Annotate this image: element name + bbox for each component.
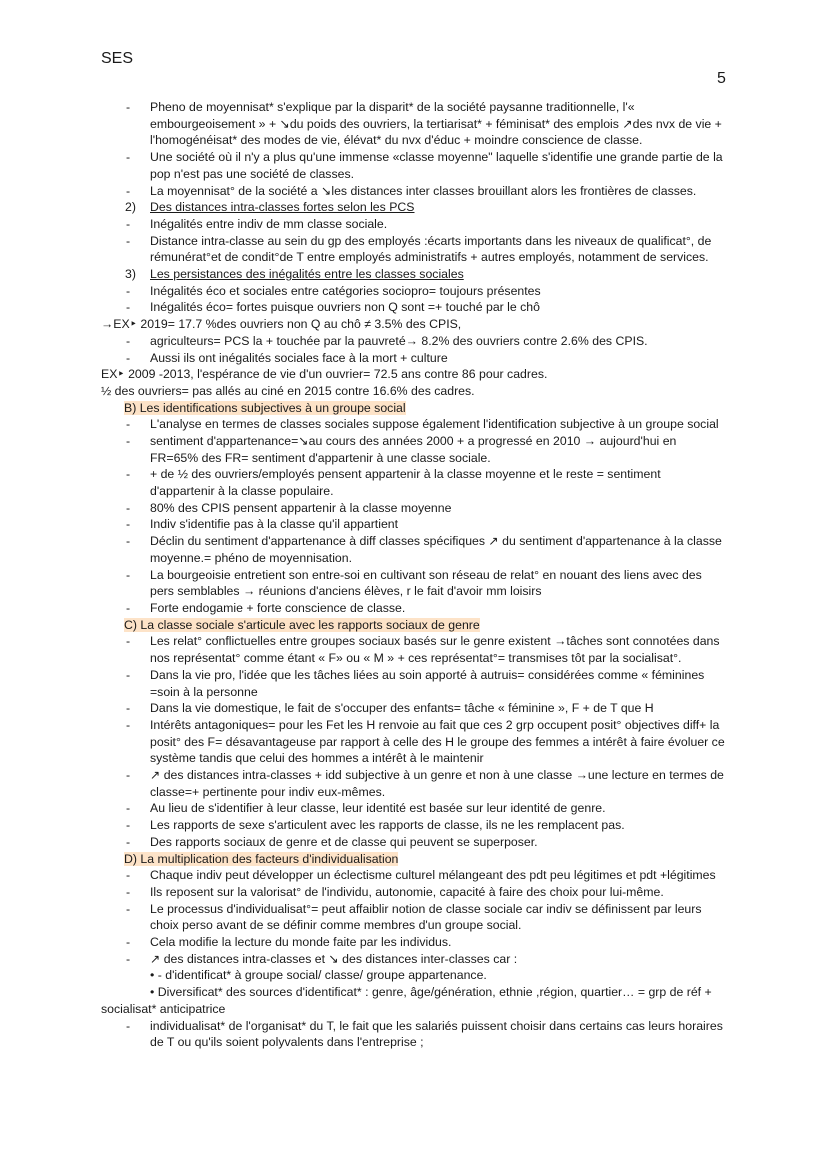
bullet-text: La bourgeoisie entretient son entre-soi en cultivant son réseau de relat° en nouant des liens avec des pers semblables → réunions d'anciens élèves, r le fait d'avoir mm loisirs <box>150 567 702 599</box>
bullet-dash: - <box>126 183 131 198</box>
bullet-dash: - <box>126 150 131 165</box>
bullet-text: Distance intra-classe au sein du gp des employés :écarts importants dans les niveaux de qualificat°, de rémunérat°et de condit°de T entre employés administratifs + autres employés, notamment de services. <box>150 233 712 265</box>
bullet-item <box>0 233 725 266</box>
page-number: 5 <box>717 70 726 87</box>
bullet-text: Chaque indiv peut développer un éclectisme culturel mélangeant des pdt peu légitimes et pdt +légitimes <box>150 868 716 883</box>
bullet-text: Les relat° conflictuelles entre groupes sociaux basés sur le genre existent →tâches sont connotées dans nos représentat° comme étant « F» ou « M » + ces représentat°= transmises tôt par la socialisat°. <box>150 634 720 666</box>
bullet-text: Inégalités entre indiv de mm classe sociale. <box>150 216 388 231</box>
bullet-item <box>0 633 725 666</box>
bullet-text: individualisat* de l'organisat* du T, le fait que les salariés puissent choisir dans certains cas leurs horaires de T ou qu'ils soient polyvalents dans l'entreprise ; <box>150 1018 723 1050</box>
bullet-text: Une société où il n'y a plus qu'une immense «classe moyenne" laquelle s'identifie une grande partie de la pop n'est pas une société de classes. <box>150 150 723 181</box>
paragraph-line: socialisat* anticipatrice <box>101 1001 226 1016</box>
bullet-dash: - <box>126 500 131 515</box>
bullet-dash: - <box>126 350 131 365</box>
bullet-dash: - <box>126 701 131 716</box>
bullet-item <box>0 350 725 367</box>
bullet-item <box>0 867 725 884</box>
bullet-item <box>0 567 725 600</box>
bullet-dash: - <box>126 834 131 849</box>
bullet-item <box>0 466 725 499</box>
bullet-item <box>0 800 725 817</box>
bullet-item <box>0 99 725 149</box>
bullet-dash: - <box>126 333 131 348</box>
bullet-text: Dans la vie pro, l'idée que les tâches liées au soin apporté à autruis= considérées comme « féminines =soin à la personne <box>150 667 705 699</box>
bullet-item <box>0 934 725 951</box>
bullet-dash: - <box>126 901 131 916</box>
heading-text: Les persistances des inégalités entre les classes sociales <box>150 267 464 282</box>
bullet-text: L'analyse en termes de classes sociales suppose également l'identification subjective à un groupe social <box>150 417 719 432</box>
bullet-item <box>0 416 725 433</box>
bullet-dash: - <box>126 818 131 833</box>
bullet-text: Déclin du sentiment d'appartenance à diff classes spécifiques ↗ du sentiment d'appartenance à la classe moyenne.= phéno de moyennisation. <box>150 534 722 565</box>
bullet-text: Au lieu de s'identifier à leur classe, leur identité est basée sur leur identité de genre. <box>150 801 606 816</box>
bullet-text: + de ½ des ouvriers/employés pensent appartenir à la classe moyenne et le reste = sentiment d'appartenir à la classe populaire. <box>150 467 661 499</box>
bullet-item <box>0 717 725 767</box>
paragraph-line: →EX‣ 2019= 17.7 %des ouvriers non Q au chô ≠ 3.5% des CPIS, <box>101 317 462 332</box>
section-heading-text: B) Les identifications subjectives à un groupe social <box>124 400 406 415</box>
bullet-item <box>0 600 725 617</box>
section-heading <box>0 851 828 868</box>
bullet-item <box>0 884 725 901</box>
section-heading-text: D) La multiplication des facteurs d'individualisation <box>124 851 399 866</box>
bullet-text: Inégalités éco et sociales entre catégories sociopro= toujours présentes <box>150 283 541 298</box>
bullet-item <box>0 817 725 834</box>
bullet-item <box>0 433 725 466</box>
heading-number: 3) <box>125 267 136 282</box>
sub-bullet: • Diversificat* des sources d'identificat* : genre, âge/génération, ethnie ,région, quartier… = grp de réf + <box>150 985 712 1000</box>
bullet-dash: - <box>126 868 131 883</box>
bullet-item <box>0 533 725 566</box>
document-header-title: SES <box>101 50 134 67</box>
bullet-text: Pheno de moyennisat* s'explique par la disparit* de la société paysanne traditionnelle, l'« embourgeoisement » + ↘du poids des ouvriers, la tertiarisat* + féminisat* des emplois ↗des nvx de vie + l'homogénéisat* des modes de vie, élévat* du nvx d'éduc + moindre conscience de classe. <box>150 100 722 148</box>
numbered-heading <box>0 199 828 216</box>
bullet-item <box>0 1018 725 1051</box>
bullet-dash: - <box>126 534 131 549</box>
bullet-dash: - <box>126 233 131 248</box>
bullet-dash: - <box>126 667 131 682</box>
bullet-text: 80% des CPIS pensent appartenir à la classe moyenne <box>150 500 452 515</box>
bullet-text: ↗ des distances intra-classes et ↘ des distances inter-classes car : <box>150 951 518 966</box>
bullet-dash: - <box>126 417 131 432</box>
bullet-text: Des rapports sociaux de genre et de classe qui peuvent se superposer. <box>150 834 538 849</box>
document-body <box>0 99 828 1051</box>
bullet-text: agriculteurs= PCS la + touchée par la pauvreté→ 8.2% des ouvriers contre 2.6% des CPIS. <box>150 333 648 348</box>
bullet-item <box>0 500 725 517</box>
numbered-heading <box>0 266 828 283</box>
bullet-dash: - <box>126 100 131 114</box>
bullet-dash: - <box>126 768 131 783</box>
bullet-dash: - <box>126 433 131 448</box>
paragraph-line: ½ des ouvriers= pas allés au ciné en 2015 contre 16.6% des cadres. <box>101 383 475 398</box>
bullet-text: Aussi ils ont inégalités sociales face à la mort + culture <box>150 350 448 365</box>
bullet-text: ↗ des distances intra-classes + idd subjective à un genre et non à une classe →une lecture en termes de classe=+ pertinente pour indiv eux-mêmes. <box>150 768 724 799</box>
bullet-dash: - <box>126 1018 131 1033</box>
section-heading <box>0 400 828 417</box>
bullet-item <box>0 183 725 200</box>
bullet-dash: - <box>126 884 131 899</box>
bullet-dash: - <box>126 951 131 966</box>
bullet-item <box>0 333 725 350</box>
bullet-item <box>0 283 725 300</box>
bullet-dash: - <box>126 216 131 231</box>
bullet-item <box>0 216 725 233</box>
bullet-dash: - <box>126 567 131 582</box>
bullet-text: Le processus d'individualisat°= peut affaiblir notion de classe sociale car indiv se définissent par leurs choix perso avant de se définir comme membres d'un groupe social. <box>150 901 702 933</box>
paragraph-line: EX‣ 2009 -2013, l'espérance de vie d'un ouvrier= 72.5 ans contre 86 pour cadres. <box>101 367 548 382</box>
bullet-item <box>0 299 725 316</box>
bullet-dash: - <box>126 517 131 532</box>
bullet-item <box>0 834 725 851</box>
bullet-text: Dans la vie domestique, le fait de s'occuper des enfants= tâche « féminine », F + de T que H <box>150 701 654 716</box>
bullet-text: Inégalités éco= fortes puisque ouvriers non Q sont =+ touché par le chô <box>150 300 540 315</box>
bullet-text: Les rapports de sexe s'articulent avec les rapports de classe, ils ne les remplacent pas. <box>150 818 625 833</box>
bullet-item <box>0 901 725 934</box>
bullet-text: Forte endogamie + forte conscience de classe. <box>150 601 406 615</box>
bullet-dash: - <box>126 601 131 615</box>
bullet-dash: - <box>126 300 131 315</box>
bullet-item <box>0 700 725 717</box>
sub-bullet: • - d'identificat* à groupe social/ classe/ groupe appartenance. <box>150 968 487 983</box>
heading-number: 2) <box>125 200 136 215</box>
bullet-dash: - <box>126 634 131 649</box>
bullet-text: sentiment d'appartenance=↘au cours des années 2000 + a progressé en 2010 → aujourd'hui en FR=65% des FR= sentiment d'appartenir à une classe sociale. <box>150 433 677 465</box>
bullet-item <box>0 667 725 700</box>
bullet-dash: - <box>126 935 131 950</box>
bullet-item <box>0 149 725 182</box>
bullet-text: Ils reposent sur la valorisat° de l'individu, autonomie, capacité à faire des choix pour lui-même. <box>150 884 664 899</box>
bullet-text: Indiv s'identifie pas à la classe qu'il appartient <box>150 517 399 532</box>
bullet-item <box>0 516 725 533</box>
bullet-text: Cela modifie la lecture du monde faite par les individus. <box>150 935 452 950</box>
section-heading <box>0 617 828 634</box>
bullet-dash: - <box>126 801 131 816</box>
section-heading-text: C) La classe sociale s'articule avec les rapports sociaux de genre <box>124 617 480 632</box>
bullet-item <box>0 767 725 800</box>
bullet-dash: - <box>126 467 131 482</box>
heading-text: Des distances intra-classes fortes selon les PCS <box>150 200 415 215</box>
bullet-dash: - <box>126 283 131 298</box>
bullet-text: Intérêts antagoniques= pour les Fet les H renvoie au fait que ces 2 grp occupent posit° objectives diff+ la posit° des F= désavantageuse par rapport à celle des H le groupe des femmes a intérêt à faire évoluer ce système tandis que celui des hommes a intérêt à le maintenir <box>150 717 725 766</box>
bullet-dash: - <box>126 717 131 732</box>
bullet-text: La moyennisat° de la société a ↘les distances inter classes brouillant alors les frontières de classes. <box>150 183 697 198</box>
bullet-item <box>0 951 725 968</box>
